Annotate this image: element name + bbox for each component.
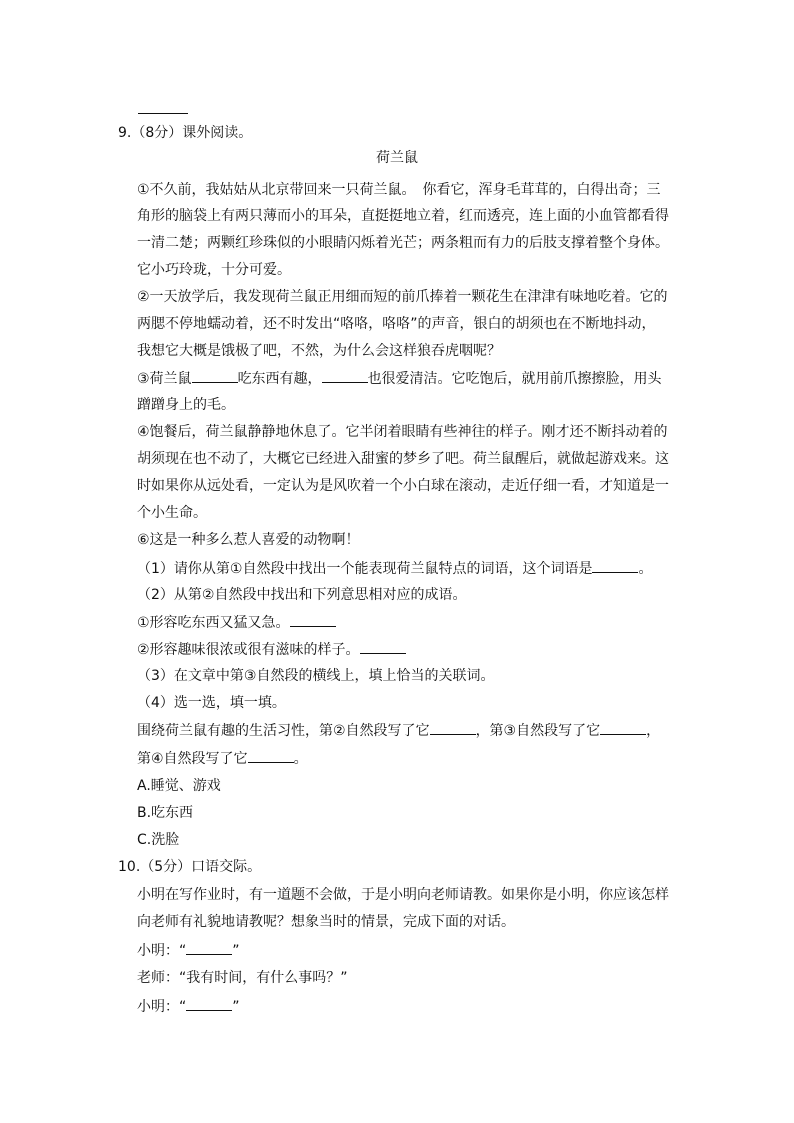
paragraph-3-line-2: 蹭蹭身上的毛。 xyxy=(137,397,235,413)
sub-question-1-text: （1）请你从第①自然段中找出一个能表现荷兰鼠特点的词语，这个词语是 xyxy=(137,561,593,577)
paragraph-1-line-2: 角形的脑袋上有两只薄而小的耳朵，直挺挺地立着，红而透亮，连上面的小血管都看得 xyxy=(137,208,669,224)
dialogue-xiaoming-1-close: ” xyxy=(232,943,240,959)
question-10-header: 10.（5分）口语交际。 xyxy=(118,859,262,875)
dialogue-xiaoming-1-open: 小明：“ xyxy=(137,943,187,959)
sub-question-2: （2）从第②自然段中找出和下列意思相对应的成语。 xyxy=(137,587,467,603)
option-c: C.洗脸 xyxy=(137,832,180,848)
sub-question-1-end: 。 xyxy=(638,561,653,577)
question-10-prompt-line-2: 向老师有礼貌地请教呢？想象当时的情景，完成下面的对话。 xyxy=(137,914,515,930)
paragraph-3-text-c: 也很爱清洁。它吃饱后，就用前爪擦擦脸，用头 xyxy=(367,371,662,387)
dialogue-blank-1[interactable] xyxy=(186,940,232,955)
idiom-blank-1[interactable] xyxy=(290,612,336,627)
fill-in-line-1 xyxy=(137,720,660,741)
dialogue-xiaoming-2 xyxy=(137,996,240,1017)
habit-blank-2[interactable] xyxy=(600,720,646,735)
dialogue-xiaoming-1 xyxy=(137,940,240,961)
sub-question-2-item-1-text: ①形容吃东西又猛又急。 xyxy=(137,615,290,631)
paragraph-1-line-4: 它小巧玲珑，十分可爱。 xyxy=(137,262,291,278)
sub-question-3: （3）在文章中第③自然段的横线上，填上恰当的关联词。 xyxy=(137,668,495,684)
paragraph-4-line-1: ④饱餐后，荷兰鼠静静地休息了。它半闭着眼睛有些神往的样子。刚才还不断抖动着的 xyxy=(137,424,668,440)
habit-blank-1[interactable] xyxy=(430,720,476,735)
sub-question-2-item-2 xyxy=(137,639,406,660)
paragraph-4-line-4: 个小生命。 xyxy=(137,505,207,521)
dialogue-blank-2[interactable] xyxy=(186,996,232,1011)
question-10-prompt-line-1: 小明在写作业时，有一道题不会做，于是小明向老师请教。如果你是小明，你应该怎样 xyxy=(137,887,669,903)
option-b: B.吃东西 xyxy=(137,805,194,821)
paragraph-2-line-3: 我想它大概是饿极了吧，不然，为什么会这样狼吞虎咽呢？ xyxy=(137,343,501,359)
paragraph-2-line-1: ②一天放学后，我发现荷兰鼠正用细而短的前爪捧着一颗花生在津津有味地吃着。它的 xyxy=(137,289,668,305)
paragraph-1-line-1: ①不久前，我姑姑从北京带回来一只荷兰鼠。 你看它，浑身毛茸茸的，白得出奇；三 xyxy=(137,182,661,198)
sub-question-4: （4）选一选，填一填。 xyxy=(137,695,286,711)
paragraph-4-line-2: 胡须现在也不动了，大概它已经进入甜蜜的梦乡了吧。荷兰鼠醒后，就做起游戏来。这 xyxy=(137,451,669,467)
option-a: A.睡觉、游戏 xyxy=(137,778,221,794)
idiom-blank-2[interactable] xyxy=(360,639,406,654)
fill-in-text-a: 围绕荷兰鼠有趣的生活习性，第②自然段写了它 xyxy=(137,723,430,739)
fill-in-line-2 xyxy=(137,748,308,769)
paragraph-2-line-2: 两腮不停地蠕动着，还不时发出“咯咯，咯咯”的声音，银白的胡须也在不断地抖动， xyxy=(137,316,656,332)
paragraph-4-line-3: 时如果你从远处看，一定认为是风吹着一个小白球在滚动，走近仔细一看，才知道是一 xyxy=(137,478,669,494)
paragraph-3-line-1 xyxy=(137,368,662,389)
fill-in-text-d: 第④自然段写了它 xyxy=(137,751,248,767)
sub-question-2-item-1 xyxy=(137,612,336,633)
paragraph-6: ⑥这是一种多么惹人喜爱的动物啊！ xyxy=(137,532,360,548)
paragraph-3-text-b: 吃东西有趣， xyxy=(237,371,322,387)
answer-blank-top[interactable] xyxy=(138,113,188,114)
paragraph-1-line-3: 一清二楚；两颗红珍珠似的小眼睛闪烁着光芒；两条粗而有力的后肢支撑着整个身体。 xyxy=(137,235,669,251)
dialogue-xiaoming-2-open: 小明：“ xyxy=(137,999,187,1015)
fill-in-text-c: ， xyxy=(646,723,661,739)
conjunction-blank-2[interactable] xyxy=(322,368,368,383)
sub-question-2-item-2-text: ②形容趣味很浓或很有滋味的样子。 xyxy=(137,642,360,658)
sub-question-1 xyxy=(137,558,652,579)
dialogue-xiaoming-2-close: ” xyxy=(232,999,240,1015)
fill-in-text-e: 。 xyxy=(293,751,308,767)
question-9-header: 9.（8分）课外阅读。 xyxy=(118,125,253,141)
conjunction-blank-1[interactable] xyxy=(192,368,238,383)
paragraph-3-text-a: ③荷兰鼠 xyxy=(137,371,192,387)
fill-in-text-b: ，第③自然段写了它 xyxy=(475,723,601,739)
dialogue-teacher: 老师：“我有时间，有什么事吗？” xyxy=(137,970,348,986)
habit-blank-3[interactable] xyxy=(248,748,294,763)
word-blank[interactable] xyxy=(592,558,638,573)
passage-title: 荷兰鼠 xyxy=(376,150,418,166)
